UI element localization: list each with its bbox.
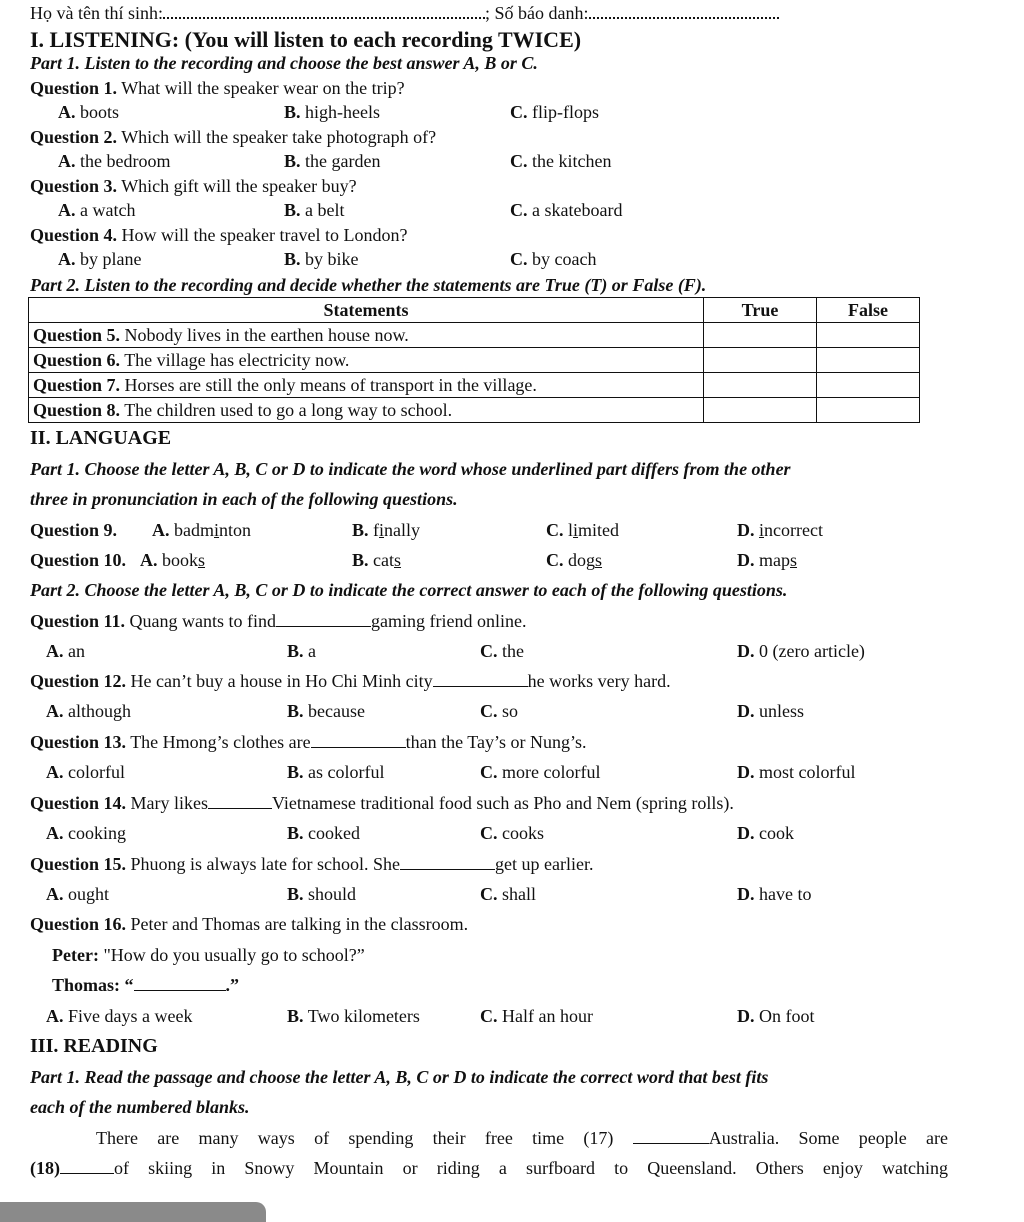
answer-blank[interactable]: [311, 731, 406, 748]
answer-option[interactable]: C. flip-flops: [510, 102, 599, 122]
listening-part1-instruction: Part 1. Listen to the recording and choose the best answer A, B or C.: [30, 53, 538, 73]
answer-option[interactable]: C. dogs: [546, 550, 603, 570]
answer-option[interactable]: B. finally: [352, 520, 421, 540]
answer-option[interactable]: A. badminton: [152, 520, 252, 540]
language-title: II. LANGUAGE: [30, 427, 172, 449]
question-3: Question 3. Which gift will the speaker buy?: [30, 176, 357, 196]
answer-option[interactable]: A. colorful: [46, 762, 125, 782]
answer-option[interactable]: D. 0 (zero article): [737, 641, 865, 661]
answer-option[interactable]: B. should: [287, 884, 357, 904]
true-cell[interactable]: [704, 323, 817, 348]
peter-line: Peter: "How do you usually go to school?”: [52, 945, 365, 965]
table-row: Question 5. Nobody lives in the earthen house now.: [29, 323, 920, 348]
blank-18[interactable]: [60, 1157, 114, 1174]
answer-option[interactable]: B. high-heels: [284, 102, 380, 122]
answer-option[interactable]: C. the kitchen: [510, 151, 612, 171]
answer-blank[interactable]: [276, 610, 371, 627]
answer-option[interactable]: A. the bedroom: [58, 151, 171, 171]
answer-option[interactable]: B. by bike: [284, 249, 359, 269]
false-cell[interactable]: [817, 323, 920, 348]
q9-label: Question 9.: [30, 520, 118, 540]
answer-option[interactable]: B. cats: [352, 550, 402, 570]
id-field[interactable]: [589, 3, 779, 19]
answer-option[interactable]: C. cooks: [480, 823, 544, 843]
answer-option[interactable]: B. because: [287, 701, 365, 721]
id-label: ; Số báo danh:: [485, 3, 589, 23]
answer-option[interactable]: B. as colorful: [287, 762, 385, 782]
question-16: Question 16. Peter and Thomas are talking in the classroom.: [30, 914, 469, 934]
passage-line-2: (18) of skiing in Snowy Mountain or riding a surfboard to Queensland. Others enjoy watching: [30, 1158, 948, 1178]
answer-option[interactable]: D. have to: [737, 884, 812, 904]
question-2: Question 2. Which will the speaker take photograph of?: [30, 127, 437, 147]
question-12: Question 12. He can’t buy a house in Ho Chi Minh city he works very hard.: [30, 671, 671, 691]
false-header: False: [817, 298, 920, 323]
question-4: Question 4. How will the speaker travel to London?: [30, 225, 408, 245]
answer-option[interactable]: A. Five days a week: [46, 1006, 193, 1026]
true-false-table: [28, 297, 920, 423]
thomas-answer-blank[interactable]: [134, 974, 226, 991]
false-cell[interactable]: [817, 398, 920, 423]
question-11: Question 11. Quang wants to find gaming friend online.: [30, 611, 527, 631]
candidate-name-line: [30, 2, 779, 24]
listening-title: I. LISTENING: (You will listen to each recording TWICE): [30, 27, 582, 52]
reading-part1-instruction-2: each of the numbered blanks.: [30, 1097, 250, 1117]
language-part1-instruction-1: Part 1. Choose the letter A, B, C or D to indicate the word whose underlined part differs from the other: [30, 459, 791, 479]
false-cell[interactable]: [817, 348, 920, 373]
answer-option[interactable]: A. cooking: [46, 823, 126, 843]
language-part1-instruction-2: three in pronunciation in each of the following questions.: [30, 489, 458, 509]
reading-part1-instruction-1: Part 1. Read the passage and choose the letter A, B, C or D to indicate the correct word that best fits: [30, 1067, 769, 1087]
answer-option[interactable]: D. On foot: [737, 1006, 815, 1026]
reading-title: III. READING: [30, 1035, 158, 1057]
table-row: Question 7. Horses are still the only means of transport in the village.: [29, 373, 920, 398]
language-part2-instruction: Part 2. Choose the letter A, B, C or D to indicate the correct answer to each of the following questions.: [30, 580, 788, 600]
q10-label: Question 10.: [30, 550, 127, 570]
answer-option[interactable]: A. a watch: [58, 200, 136, 220]
answer-option[interactable]: B. the garden: [284, 151, 381, 171]
answer-blank[interactable]: [208, 792, 272, 809]
answer-blank[interactable]: [433, 670, 528, 687]
question-15: Question 15. Phuong is always late for school. She get up earlier.: [30, 854, 594, 874]
answer-option[interactable]: C. more colorful: [480, 762, 601, 782]
true-cell[interactable]: [704, 373, 817, 398]
answer-option[interactable]: C. limited: [546, 520, 620, 540]
answer-option[interactable]: C. Half an hour: [480, 1006, 593, 1026]
blank-17[interactable]: [633, 1127, 709, 1144]
answer-option[interactable]: D. maps: [737, 550, 798, 570]
answer-option[interactable]: D. cook: [737, 823, 794, 843]
answer-option[interactable]: A. by plane: [58, 249, 142, 269]
answer-option[interactable]: C. shall: [480, 884, 536, 904]
answer-option[interactable]: A. boots: [58, 102, 120, 122]
answer-option[interactable]: B. cooked: [287, 823, 360, 843]
answer-option[interactable]: C. the: [480, 641, 524, 661]
answer-option[interactable]: A. an: [46, 641, 85, 661]
answer-option[interactable]: A. although: [46, 701, 131, 721]
passage-line-1: There are many ways of spending their free time (17) Australia. Some people are: [96, 1128, 949, 1148]
answer-option[interactable]: B. a: [287, 641, 317, 661]
answer-option[interactable]: C. so: [480, 701, 519, 721]
answer-option[interactable]: C. a skateboard: [510, 200, 623, 220]
table-row: Question 8. The children used to go a long way to school.: [29, 398, 920, 423]
name-label: Họ và tên thí sinh:: [30, 3, 163, 23]
question-1: Question 1. What will the speaker wear on the trip?: [30, 78, 405, 98]
answer-option[interactable]: A. ought: [46, 884, 110, 904]
answer-option[interactable]: D. incorrect: [737, 520, 823, 540]
scroll-bar[interactable]: [0, 1202, 266, 1222]
answer-blank[interactable]: [400, 853, 495, 870]
true-cell[interactable]: [704, 398, 817, 423]
true-header: True: [704, 298, 817, 323]
answer-option[interactable]: B. a belt: [284, 200, 345, 220]
answer-option[interactable]: B. Two kilometers: [287, 1006, 420, 1026]
question-13: Question 13. The Hmong’s clothes are than the Tay’s or Nung’s.: [30, 732, 587, 752]
answer-option[interactable]: D. unless: [737, 701, 804, 721]
statements-header: Statements: [29, 298, 704, 323]
question-14: Question 14. Mary likes Vietnamese traditional food such as Pho and Nem (spring rolls).: [30, 793, 734, 813]
thomas-line: Thomas: “ .”: [52, 975, 240, 995]
listening-part2-instruction: Part 2. Listen to the recording and decide whether the statements are True (T) or False (F).: [30, 275, 707, 295]
name-field[interactable]: [163, 3, 485, 19]
false-cell[interactable]: [817, 373, 920, 398]
answer-option[interactable]: A. books: [140, 550, 206, 570]
answer-option[interactable]: C. by coach: [510, 249, 597, 269]
answer-option[interactable]: D. most colorful: [737, 762, 856, 782]
table-row: Question 6. The village has electricity now.: [29, 348, 920, 373]
true-cell[interactable]: [704, 348, 817, 373]
